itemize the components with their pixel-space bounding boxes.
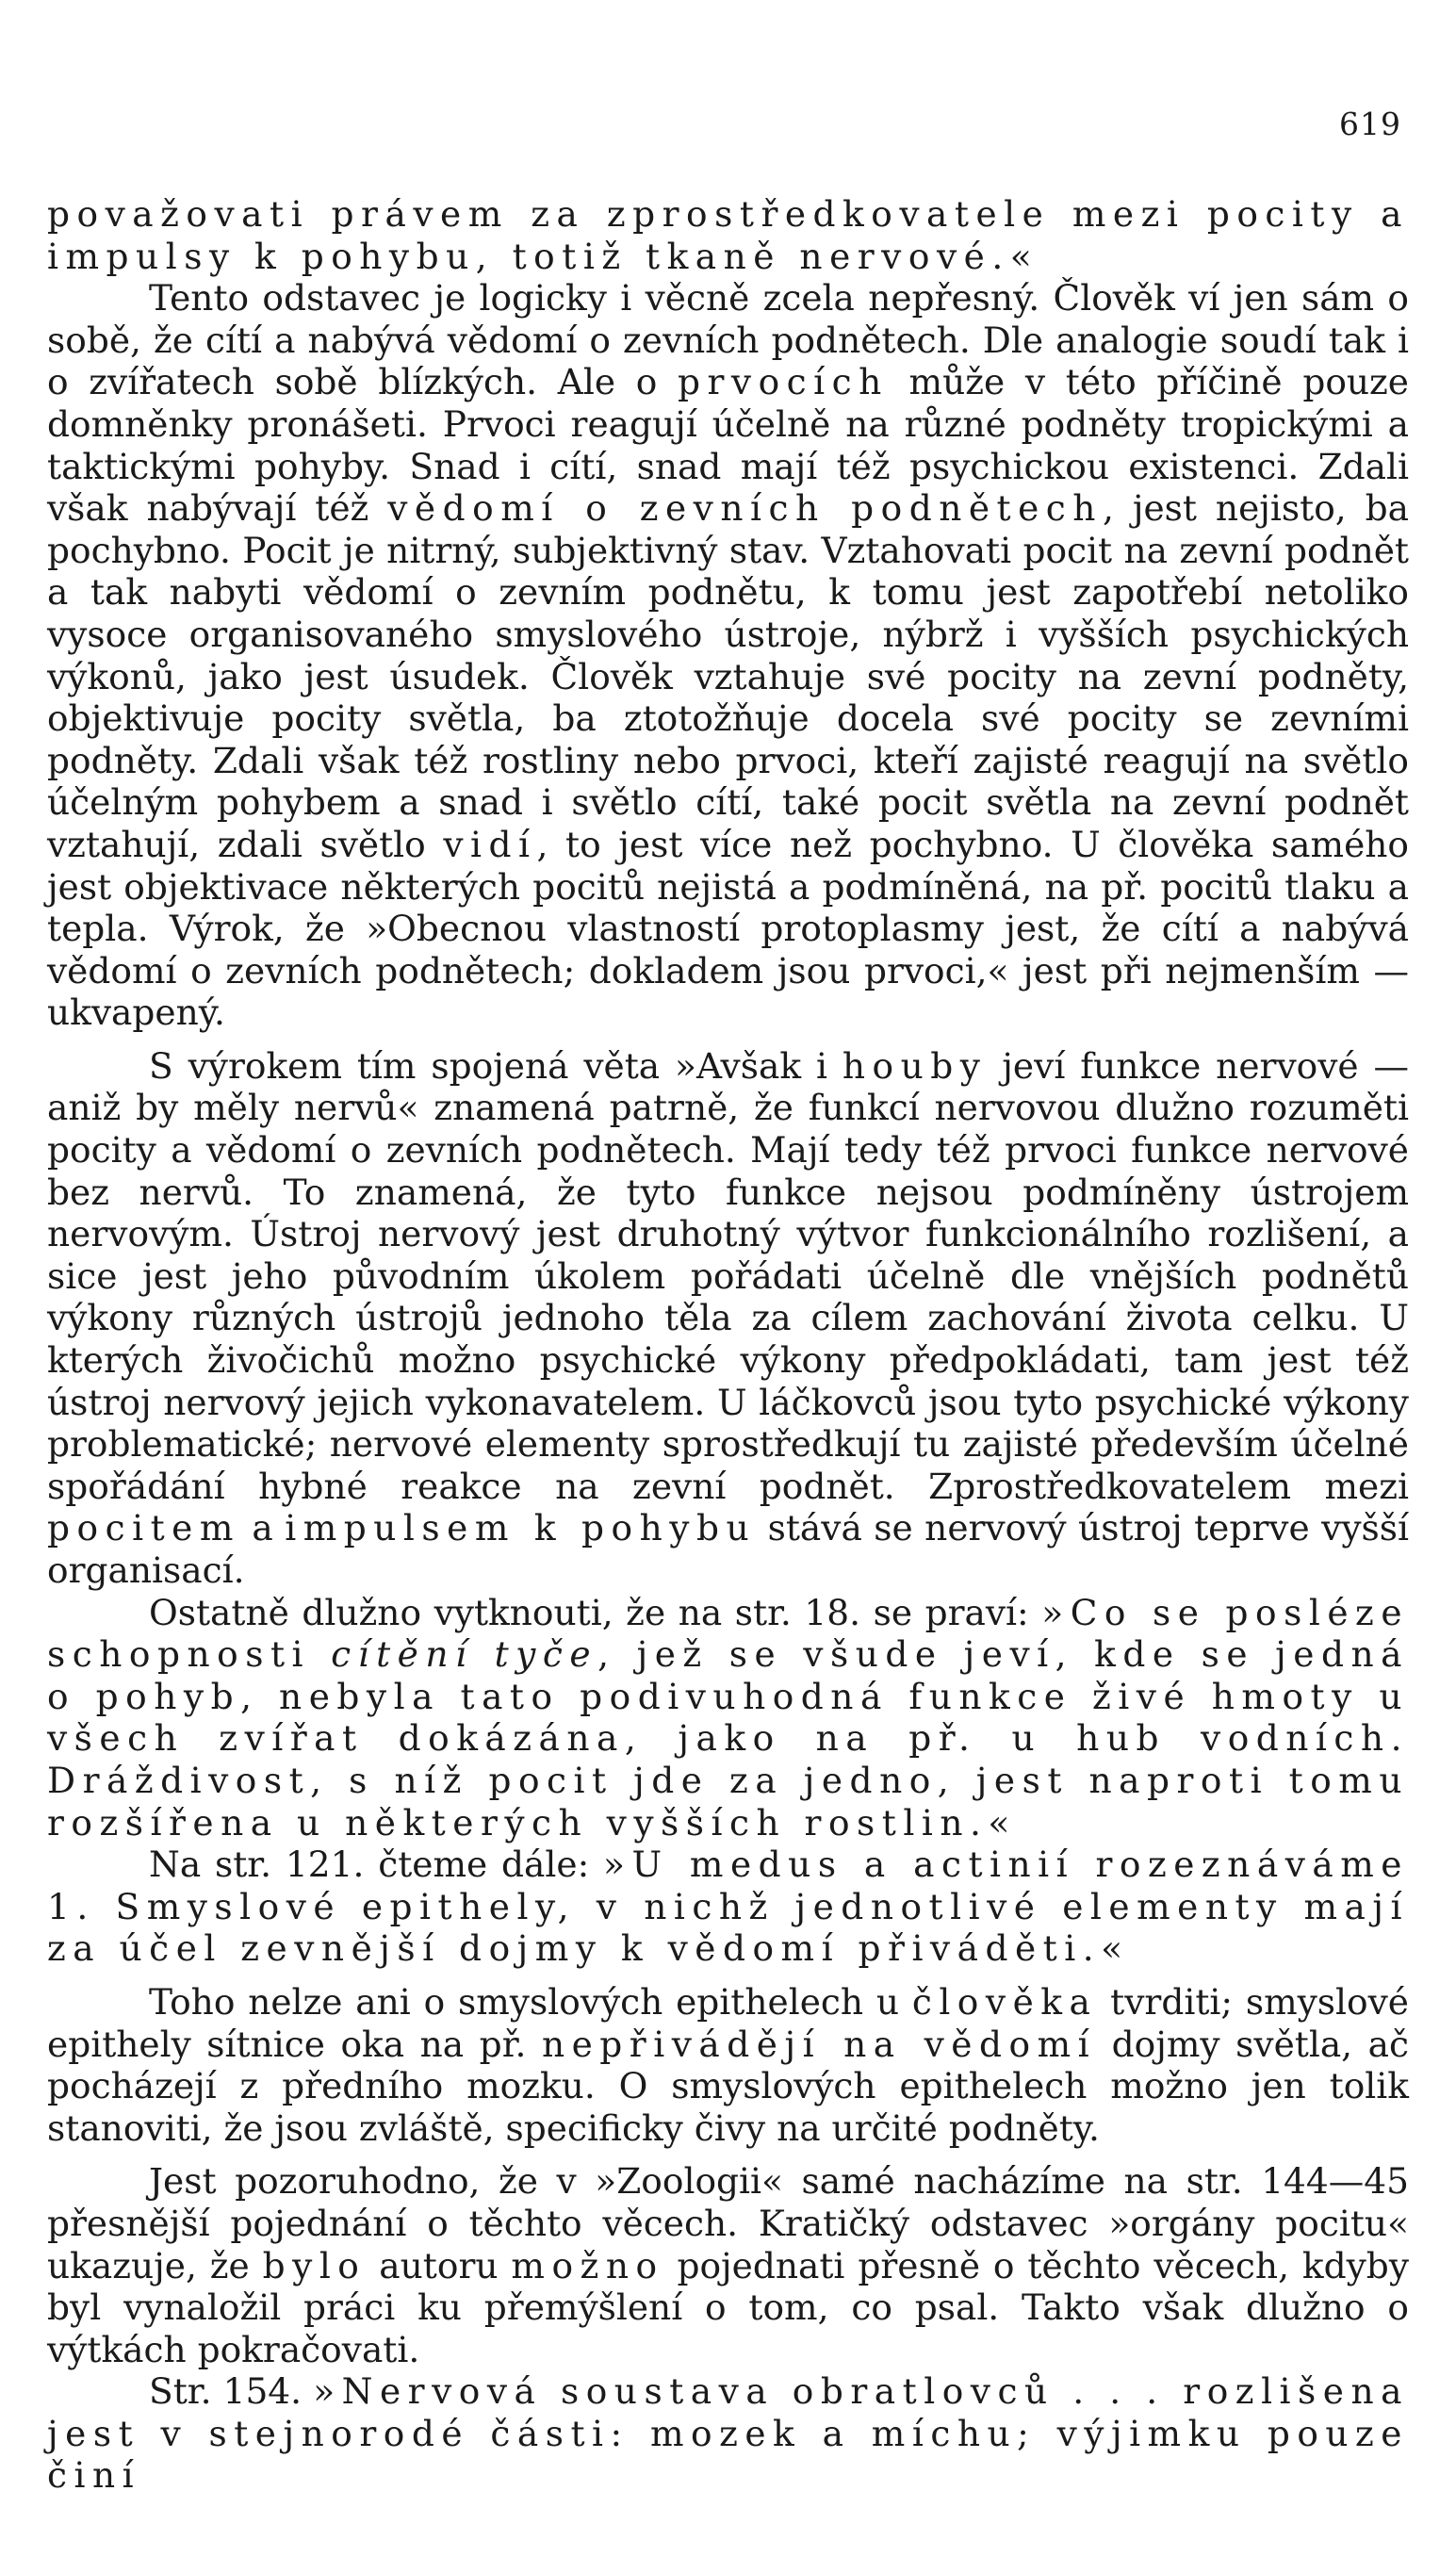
text-run: tvrditi; smyslové epithely sítnice oka na př. <box>47 1980 1410 2065</box>
text-run: Str. 154. <box>149 2370 314 2413</box>
text-run: stává se nervový ústroj teprve vyšší organisací. <box>47 1507 1410 1591</box>
spaced-emphasis: možno <box>511 2244 664 2286</box>
text-run: autoru <box>366 2244 512 2286</box>
spaced-emphasis: cítění tyče <box>331 1633 598 1676</box>
spaced-emphasis: prvocích <box>677 361 889 403</box>
text-run: Toho nelze ani o smyslových epithelech u <box>149 1980 912 2023</box>
text-run: pojednati přesně o těchto věcech, kdyby byl vynaložil práci ku přemýšlení o tom, co psal. Takto však dlužno o výtkách pokračovati. <box>47 2244 1409 2370</box>
spaced-emphasis: impulsem k pohybu <box>285 1507 757 1549</box>
spaced-emphasis: »Nervová soustava obratlovců . . . rozlišena jest v stejnorodé části: mozek a míchu; výjimku pouze činí <box>47 2370 1409 2497</box>
spaced-emphasis: člověka <box>911 1980 1098 2023</box>
spaced-emphasis: houby <box>842 1044 988 1087</box>
text-run: Jest pozoruhodno, že v »Zoologii« samé nacházíme na str. 144—45 přesnější pojednání o těchto věcech. Kratičký odstavec »orgány pocitu« ukazuje, že <box>47 2160 1409 2286</box>
spaced-emphasis: pocitem <box>47 1507 240 1549</box>
spaced-emphasis: nepřivádějí na vědomí <box>541 2023 1097 2065</box>
text-run: S výrokem tím spojená věta »Avšak i <box>149 1044 843 1087</box>
spaced-emphasis: vidí <box>443 823 537 865</box>
spaced-emphasis: považovati právem za zprostředkovatele mezi pocity a impulsy k pohybu, totiž tkaně nervové.« <box>47 193 1409 277</box>
spaced-emphasis: »Co se posléze schopnosti <box>47 1591 1410 1676</box>
spaced-emphasis: , jež se všude jeví, kde se jedná o pohyb, nebyla tato podivuhodná funkce živé hmoty u všech zvířat dokázána, jako na př. u hub vodních. Dráždivost, s níž pocit jde za jedno, jest naproti tomu rozšířena u některých vyšších rostlin.« <box>47 1633 1410 1844</box>
page-number: 619 <box>1339 106 1401 142</box>
paragraph <box>47 1844 1409 1970</box>
text-run: , to jest více než pochybno. U člověka samého jest objektivace některých pocitů nejistá a podmíněná, na př. pocitů tlaku a tepla. Výrok, že »Obecnou vlastností protoplasmy jest, že cítí a nabývá vědomí o zevních podnětech; dokladem jsou prvoci,« jest při nejmenším — ukvapený. <box>47 823 1410 1034</box>
text-run: , jest nejisto, ba pochybno. Pocit je nitrný, subjektivný stav. Vztahovati pocit na zevní podnět a tak nabyti vědomí o zevním podnětu, k tomu jest zapotřebí netoliko vysoce organisovaného smyslového ústroje, nýbrž i vyšších psychických výkonů, jako jest úsudek. Člověk vztahuje své pocity na zevní podněty, objektivuje pocity světla, ba ztotožňuje docela své pocity se zevními podněty. Zdali však též rostliny nebo prvoci, kteří zajisté reagují na světlo účelným pohybem a snad i světlo cítí, také pocit světla na zevní podnět vztahují, zdali světlo <box>47 487 1410 865</box>
text-run: a <box>239 1507 286 1549</box>
paragraph <box>47 2370 1409 2497</box>
text-run: Ostatně dlužno vytknouti, že na str. 18. se praví: <box>149 1591 1042 1633</box>
text-run: dojmy světla, ač pocházejí z předního mozku. O smyslových epithelech možno jen tolik stanoviti, že jsou zvláště, specificky čivy na určité podněty. <box>47 2023 1409 2149</box>
paragraph <box>47 277 1409 1034</box>
text-run: může v této příčině pouze domněnky pronášeti. Prvoci reagují účelně na různé podněty tropickými a taktickými pohyby. Snad i cítí, snad mají též psychickou existenci. Zdali však nabývají též <box>47 361 1410 530</box>
spaced-emphasis: bylo <box>262 2244 367 2286</box>
text-run: jeví funkce nervové — aniž by měly nervů« znamená patrně, že funkcí nervovou dlužno rozuměti pocity a vědomí o zevních podnětech. Mají tedy též prvoci funkce nervové bez nervů. To znamená, že tyto funkce nejsou podmíněny ústrojem nervovým. Ústroj nervový jest druhotný výtvor funkcionálního rozlišení, a sice jest jeho původním úkolem pořádati účelně dle vnějších podnětů výkony různých ústrojů jednoho těla za cílem zachování života celku. U kterých živočichů možno psychické výkony předpokládati, tam jest též ústroj nervový jejich vykonavatelem. U láčkovců jsou tyto psychické výkony problematické; nervové elementy sprostředkují tu zajisté především účelné spořádání hybné reakce na zevní podnět. Zprostředkovatelem mezi <box>47 1044 1409 1507</box>
text-run: Na str. 121. čteme dále: <box>149 1844 604 1886</box>
spaced-emphasis: vědomí o zevních podnětech <box>387 487 1103 530</box>
paragraph <box>47 1045 1409 1592</box>
paragraph <box>47 2160 1409 2370</box>
paragraph <box>47 193 1409 277</box>
paragraph <box>47 1981 1409 2149</box>
body-text <box>47 193 1409 2497</box>
paragraph <box>47 1592 1409 1844</box>
spaced-emphasis: »U medus a actinií rozeznáváme 1. Smyslové epithely, v nichž jednotlivé elementy mají za účel zevnější dojmy k vědomí přiváděti.« <box>47 1844 1409 1970</box>
text-run: Tento odstavec je logicky i věcně zcela nepřesný. Člověk ví jen sám o sobě, že cítí a nabývá vědomí o zevních podnětech. Dle analogie soudí tak i o zvířatech sobě blízkých. Ale o <box>47 277 1409 403</box>
